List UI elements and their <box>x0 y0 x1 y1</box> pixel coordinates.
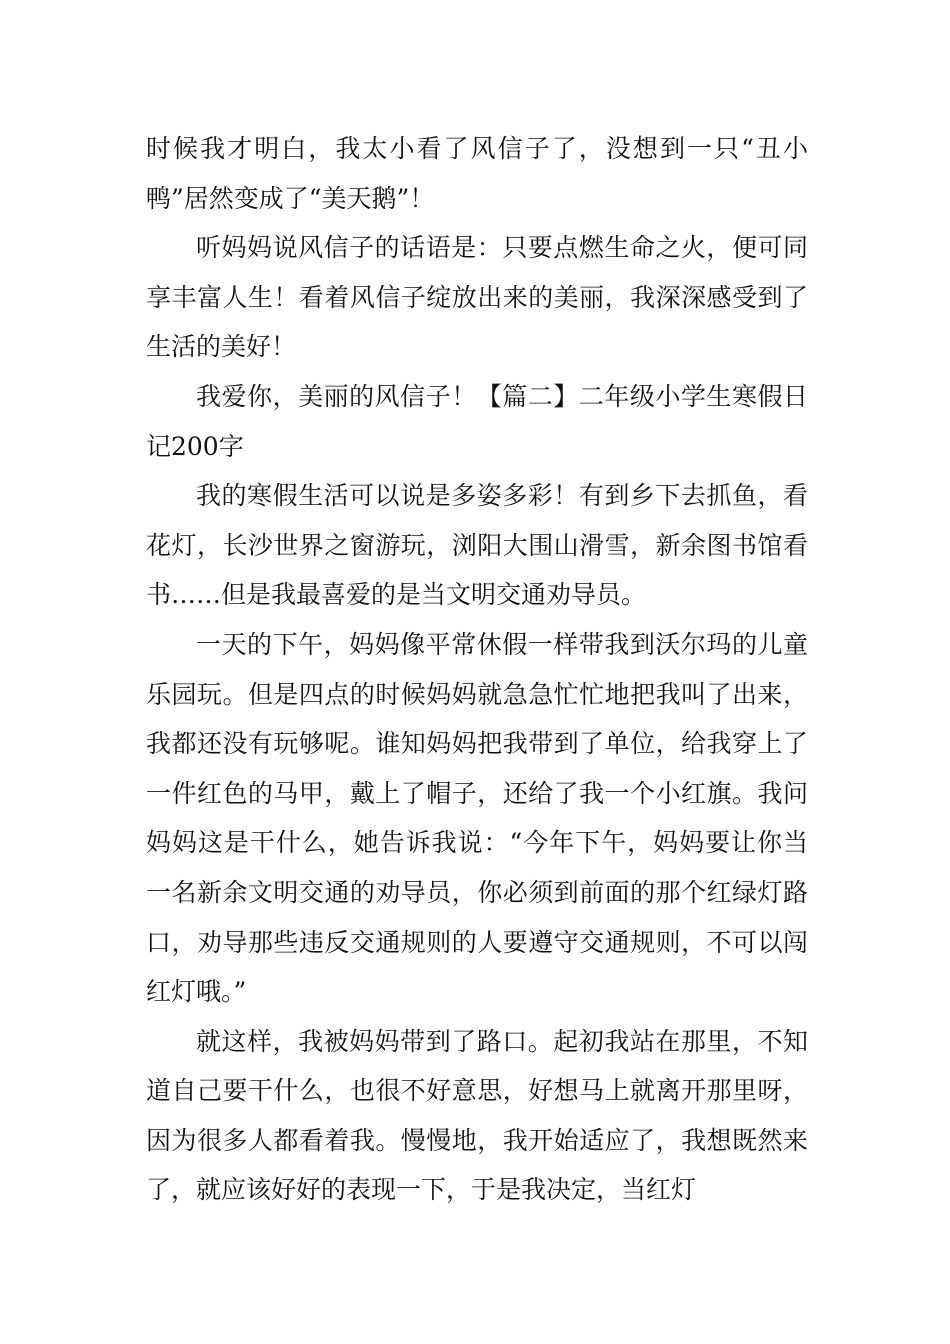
paragraph-4: 我的寒假生活可以说是多姿多彩！有到乡下去抓鱼，看花灯，长沙世界之窗游玩，浏阳大围山滑雪，新余图书馆看书……但是我最喜爱的是当文明交通劝导员。 <box>146 481 808 610</box>
paragraph-1: 时候我才明白，我太小看了风信子了，没想到一只“丑小鸭”居然变成了“美天鹅”！ <box>146 134 808 213</box>
paragraph-5: 一天的下午，妈妈像平常休假一样带我到沃尔玛的儿童乐园玩。但是四点的时候妈妈就急急忙忙地把我叫了出来，我都还没有玩够呢。谁知妈妈把我带到了单位，给我穿上了一件红色的马甲，戴上了帽子，还给了我一个小红旗。我问妈妈这是干什么，她告诉我说：“今年下午，妈妈要让你当一名新余文明交通的劝导员，你必须到前面的那个红绿灯路口，劝导那些违反交通规则的人要遵守交通规则，不可以闯红灯哦。” <box>146 629 808 1007</box>
paragraph-6: 就这样，我被妈妈带到了路口。起初我站在那里，不知道自己要干什么，也很不好意思，好想马上就离开那里呀，因为很多人都看着我。慢慢地，我开始适应了，我想既然来了，就应该好好的表现一下，于是我决定，当红灯 <box>146 1026 808 1205</box>
paragraph-3: 我爱你，美丽的风信子！【篇二】二年级小学生寒假日记200字 <box>146 381 808 461</box>
document-body <box>146 124 808 1215</box>
paragraph-2: 听妈妈说风信子的话语是：只要点燃生命之火，便可同享丰富人生！看着风信子绽放出来的美丽，我深深感受到了生活的美好！ <box>146 233 808 362</box>
